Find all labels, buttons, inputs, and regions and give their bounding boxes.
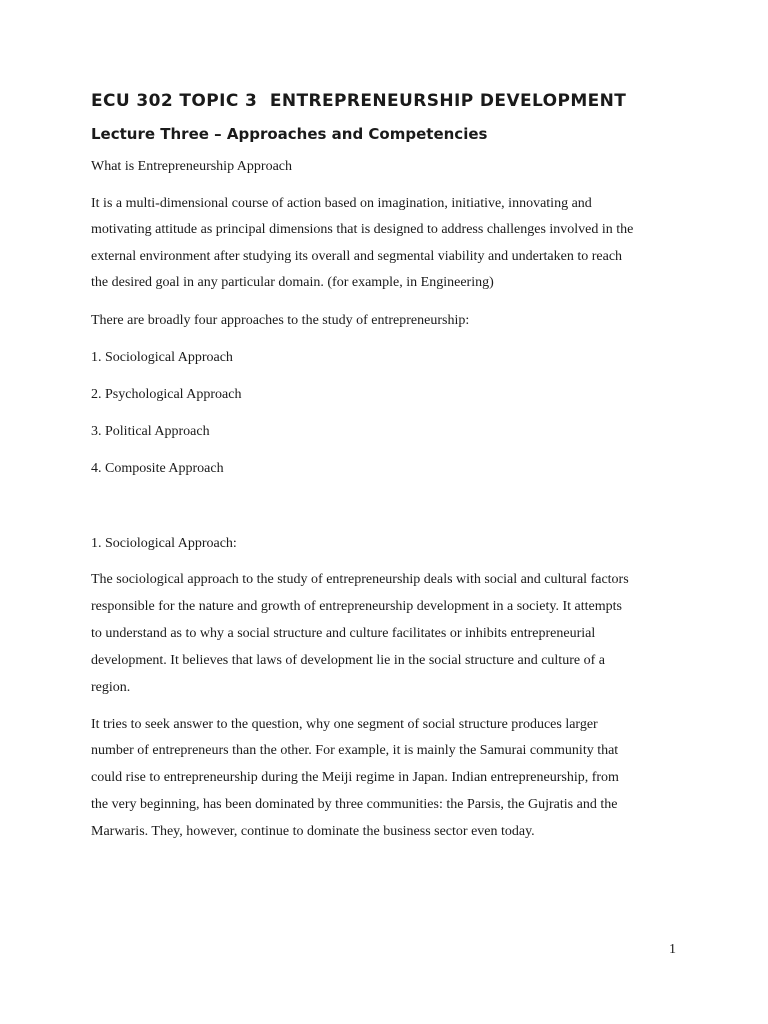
paragraph-line: external environment after studying its overall and segmental viability and undertaken to reach: [91, 249, 623, 264]
paragraph-line: It tries to seek answer to the question, why one segment of social structure produces larger: [91, 717, 598, 732]
paragraph-line: responsible for the nature and growth of entrepreneurship development in a society. It attempts: [91, 599, 622, 614]
paragraph-line: Marwaris. They, however, continue to dominate the business sector even today.: [91, 824, 535, 839]
paragraph-line: The sociological approach to the study of entrepreneurship deals with social and cultural factors: [91, 572, 629, 587]
paragraph-line: the very beginning, has been dominated by three communities: the Parsis, the Gujratis and the: [91, 797, 618, 812]
list-item: 4. Composite Approach: [91, 461, 224, 476]
list-item: 2. Psychological Approach: [91, 387, 242, 402]
list-item: 3. Political Approach: [91, 424, 210, 439]
paragraph-line: It is a multi-dimensional course of action based on imagination, initiative, innovating and: [91, 196, 592, 211]
question-heading: What is Entrepreneurship Approach: [91, 159, 292, 174]
list-item: 1. Sociological Approach: [91, 350, 233, 365]
paragraph-line: the desired goal in any particular domain. (for example, in Engineering): [91, 275, 494, 290]
approaches-intro: There are broadly four approaches to the study of entrepreneurship:: [91, 313, 470, 328]
paragraph-line: could rise to entrepreneurship during the Meiji regime in Japan. Indian entrepreneurship, from: [91, 770, 619, 785]
document-title: ECU 302 TOPIC 3 ENTREPRENEURSHIP DEVELOPMENT: [91, 91, 627, 111]
section-heading: 1. Sociological Approach:: [91, 536, 237, 551]
paragraph-line: development. It believes that laws of development lie in the social structure and culture of a: [91, 653, 605, 668]
page-number: 1: [669, 942, 676, 957]
paragraph-line: region.: [91, 680, 131, 695]
paragraph-line: to understand as to why a social structure and culture facilitates or inhibits entrepreneurial: [91, 626, 596, 641]
lecture-subtitle: Lecture Three – Approaches and Competencies: [91, 125, 488, 143]
paragraph-line: number of entrepreneurs than the other. For example, it is mainly the Samurai community that: [91, 743, 619, 758]
paragraph-line: motivating attitude as principal dimensions that is designed to address challenges involved in the: [91, 222, 634, 237]
